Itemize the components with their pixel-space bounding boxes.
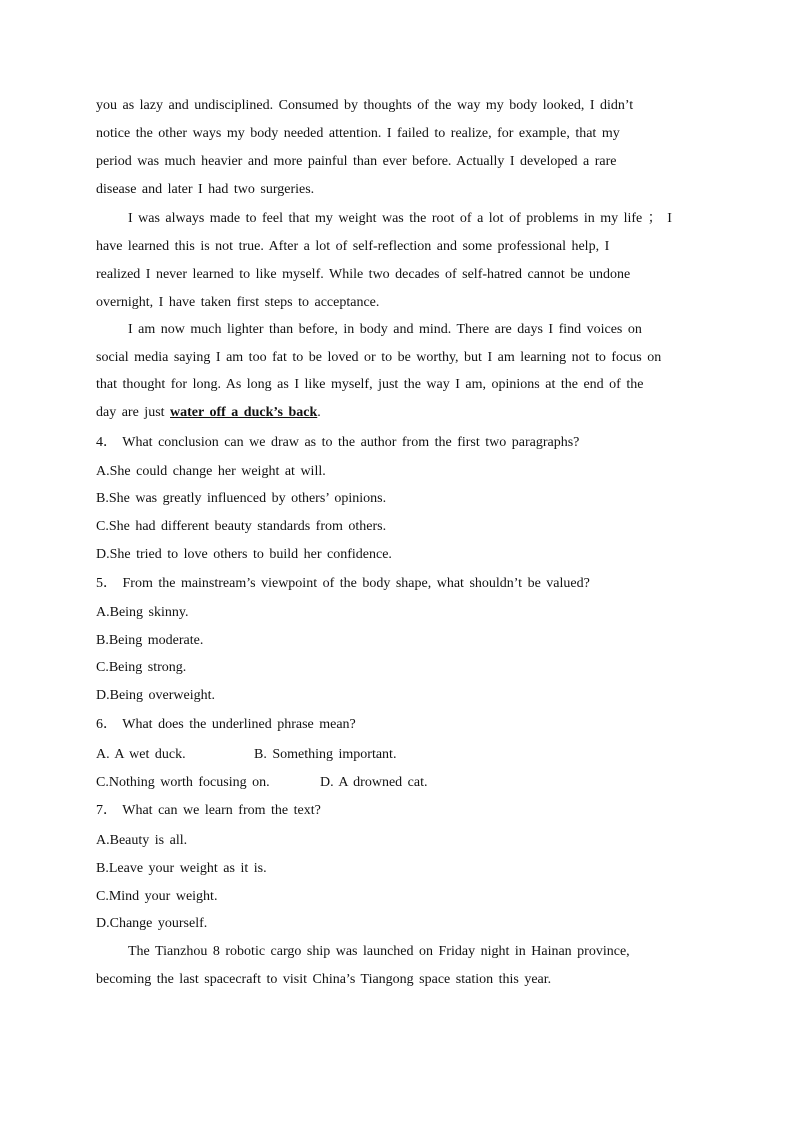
answer-option: A.Being skinny. [96, 605, 189, 620]
question-stem: 5． From the mainstream’s viewpoint of the body shape, what shouldn’t be valued? [96, 576, 590, 591]
passage-line: overnight, I have taken first steps to acceptance. [96, 295, 380, 310]
passage-line: that thought for long. As long as I like myself, just the way I am, opinions at the end of the [96, 377, 644, 392]
answer-option: C.Mind your weight. [96, 889, 218, 904]
passage-text: day are just [96, 405, 171, 420]
passage-line: you as lazy and undisciplined. Consumed by thoughts of the way my body looked, I didn’t [96, 98, 634, 113]
question-stem: 6． What does the underlined phrase mean? [96, 717, 356, 732]
answer-option: B. Something important. [254, 747, 397, 762]
answer-option: A.She could change her weight at will. [96, 464, 326, 479]
passage-line: becoming the last spacecraft to visit China’s Tiangong space station this year. [96, 972, 552, 987]
answer-option: B.Leave your weight as it is. [96, 861, 267, 876]
passage-line: have learned this is not true. After a lot of self-reflection and some professional help, I [96, 239, 610, 254]
question-stem: 4． What conclusion can we draw as to the author from the first two paragraphs? [96, 435, 580, 450]
answer-option: B.Being moderate. [96, 633, 204, 648]
passage-line-last [96, 404, 321, 422]
passage-line: disease and later I had two surgeries. [96, 182, 315, 197]
answer-option: A.Beauty is all. [96, 833, 188, 848]
answer-option: D.Change yourself. [96, 916, 208, 931]
passage-line: realized I never learned to like myself. While two decades of self-hatred cannot be undone [96, 267, 631, 282]
passage-line: period was much heavier and more painful than ever before. Actually I developed a rare [96, 154, 617, 169]
answer-option: D.She tried to love others to build her confidence. [96, 547, 392, 562]
answer-option: B.She was greatly influenced by others’ opinions. [96, 491, 387, 506]
underlined-phrase: water off a duck’s back [170, 405, 318, 420]
passage-line: The Tianzhou 8 robotic cargo ship was launched on Friday night in Hainan province, [128, 944, 630, 959]
answer-option: C.Being strong. [96, 660, 187, 675]
answer-option: C.Nothing worth focusing on. [96, 775, 270, 790]
passage-line: I am now much lighter than before, in body and mind. There are days I find voices on [128, 322, 642, 337]
passage-text: . [317, 405, 321, 420]
passage-line: social media saying I am too fat to be loved or to be worthy, but I am learning not to focus on [96, 350, 662, 365]
passage-line: I was always made to feel that my weight was the root of a lot of problems in my life ； I [128, 211, 672, 226]
answer-option: D.Being overweight. [96, 688, 216, 703]
answer-option: D. A drowned cat. [320, 775, 428, 790]
answer-option: C.She had different beauty standards from others. [96, 519, 387, 534]
question-stem: 7． What can we learn from the text? [96, 803, 321, 818]
passage-line: notice the other ways my body needed attention. I failed to realize, for example, that my [96, 126, 620, 141]
answer-option: A. A wet duck. [96, 747, 186, 762]
